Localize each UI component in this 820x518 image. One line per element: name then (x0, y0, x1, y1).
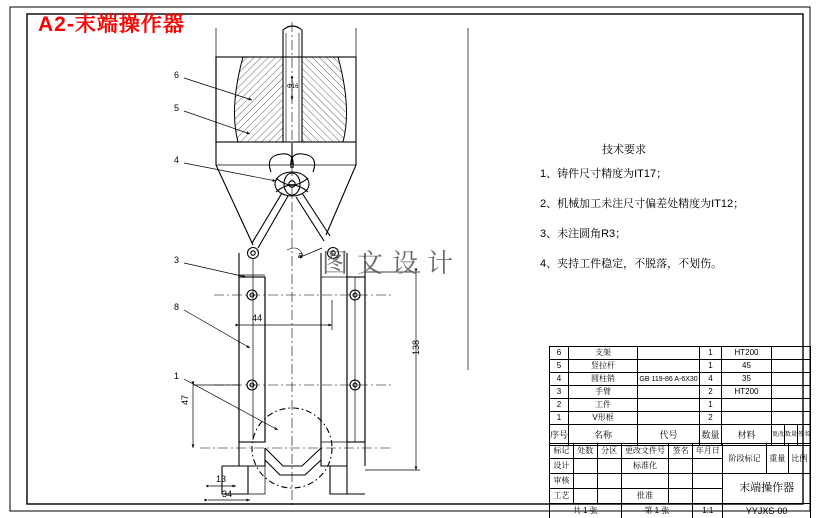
cell-no: 4 (550, 373, 569, 386)
remark-sub-2: 数量 (785, 425, 798, 445)
technical-requirements (540, 144, 800, 288)
title-block-row-1 (550, 444, 811, 459)
tb-standardize-sign (669, 459, 693, 474)
cell-code (638, 412, 700, 425)
col-code: 代号 (638, 425, 700, 446)
cell-no: 1 (550, 412, 569, 425)
table-row (550, 386, 811, 399)
balloon-5: 5 (174, 103, 180, 113)
remark-sub-1: 更改 (772, 425, 785, 445)
tb-design-sign (573, 459, 597, 474)
tb-check-date (597, 474, 621, 489)
tapered-support (216, 142, 356, 245)
col-qty: 数量 (700, 425, 722, 446)
cell-no: 5 (550, 360, 569, 373)
tb-standardize-date (693, 459, 723, 474)
dim-34: 34 (222, 489, 233, 499)
tb-drawing-code: YYJXS-00 (723, 504, 811, 518)
cell-remark (771, 386, 810, 399)
tb-check: 审核 (550, 474, 574, 489)
cell-remark (771, 360, 810, 373)
tb-approve: 批准 (621, 489, 669, 504)
cell-name: 手臂 (569, 386, 638, 399)
technical-requirements-heading: 技术要求 (602, 144, 646, 156)
cell-qty: 2 (700, 386, 722, 399)
gripper-arms (252, 193, 330, 248)
left-finger (222, 253, 265, 494)
balloon-6: 6 (174, 70, 180, 80)
col-no: 序号 (550, 425, 569, 446)
tb-blank-1 (621, 474, 669, 489)
note-item-2: 2、机械加工未注尺寸偏差处精度为IT12； (540, 198, 745, 211)
cell-name: V形框 (569, 412, 638, 425)
sheet-title-label: A2-末端操作器 (38, 13, 185, 36)
cell-material: HT200 (721, 386, 771, 399)
tb-mark: 标记 (550, 444, 574, 459)
cell-code (638, 386, 700, 399)
casting-hatch-left (234, 57, 283, 142)
cell-no: 3 (550, 386, 569, 399)
tb-sheet-index: 第 1 张 (621, 504, 693, 518)
cell-qty: 4 (700, 373, 722, 386)
dim-47: 47 (180, 394, 190, 405)
table-row (550, 347, 811, 360)
tb-zone: 分区 (597, 444, 621, 459)
tb-design-date (597, 459, 621, 474)
dim-44: 44 (252, 313, 263, 323)
cell-code (638, 347, 700, 360)
casting-hatch-right (302, 57, 347, 142)
v-pads (265, 448, 321, 475)
tb-design: 设计 (550, 459, 574, 474)
right-finger (321, 253, 365, 494)
table-row (550, 373, 811, 386)
cell-code (638, 360, 700, 373)
parts-list-table (549, 346, 811, 446)
pivot-upper-left (248, 248, 259, 259)
col-material: 材料 (721, 425, 771, 446)
dim-phi16: Φ16 (287, 84, 299, 90)
cell-material: HT200 (721, 347, 771, 360)
tb-signature: 签名 (669, 444, 693, 459)
tb-process-date (597, 489, 621, 504)
tb-process: 工艺 (550, 489, 574, 504)
cell-name: 支架 (569, 347, 638, 360)
cell-qty: 2 (700, 412, 722, 425)
cell-material: 45 (721, 360, 771, 373)
cell-remark (771, 399, 810, 412)
tb-sheet-total: 共 1 张 (550, 504, 622, 518)
dim-138: 138 (411, 339, 421, 355)
cell-material: 35 (721, 373, 771, 386)
tb-blank-3 (693, 474, 723, 489)
tb-standardize: 标准化 (621, 459, 669, 474)
cell-no: 2 (550, 399, 569, 412)
note-item-4: 4、夹持工件稳定，不脱落，不划伤。 (540, 258, 723, 271)
cell-qty: 1 (700, 399, 722, 412)
tb-date: 年月日 (693, 444, 723, 459)
col-name: 名称 (569, 425, 638, 446)
table-row (550, 360, 811, 373)
tb-blank-2 (669, 474, 693, 489)
remark-sub-3: 签名 (797, 432, 810, 438)
note-item-3: 3、未注圆角R3； (540, 228, 627, 241)
cell-remark (771, 373, 810, 386)
watermark-text: 图文设计 (322, 249, 463, 278)
cell-name: 竖拉杆 (569, 360, 638, 373)
tb-check-sign (573, 474, 597, 489)
cell-material (721, 399, 771, 412)
cell-no: 6 (550, 347, 569, 360)
tb-process-sign (573, 489, 597, 504)
tb-scale-value: 1:1 (693, 504, 723, 518)
balloon-3: 3 (174, 255, 180, 265)
cell-qty: 1 (700, 360, 722, 373)
tb-approve-sign (669, 489, 693, 504)
cell-code (638, 399, 700, 412)
cell-name: 工件 (569, 399, 638, 412)
title-block-row-3 (550, 474, 811, 489)
tb-scale-label: 比例 (788, 444, 810, 474)
cell-qty: 1 (700, 347, 722, 360)
cell-name: 圆柱销 (569, 373, 638, 386)
cell-remark (771, 347, 810, 360)
note-item-1: 1、铸件尺寸精度为IT17； (540, 168, 668, 181)
cell-remark (771, 412, 810, 425)
dim-13: 13 (216, 474, 227, 484)
tb-stage-mark: 阶段标记 (723, 444, 766, 474)
title-block-table (549, 443, 811, 518)
tb-change-file: 更改文件号 (621, 444, 669, 459)
cell-code: GB 119-86 A-6X30 (638, 373, 700, 386)
cell-material (721, 412, 771, 425)
dim-angle-a: a (298, 250, 304, 260)
balloon-4: 4 (174, 155, 180, 165)
tb-approve-date (693, 489, 723, 504)
balloon-1: 1 (174, 371, 180, 381)
tb-drawing-name: 末端操作器 (723, 474, 811, 504)
table-row (550, 399, 811, 412)
table-row (550, 412, 811, 425)
title-block-row-5 (550, 504, 811, 518)
balloon-8: 8 (174, 302, 180, 312)
tb-count: 处数 (573, 444, 597, 459)
tb-weight: 重量 (766, 444, 788, 474)
